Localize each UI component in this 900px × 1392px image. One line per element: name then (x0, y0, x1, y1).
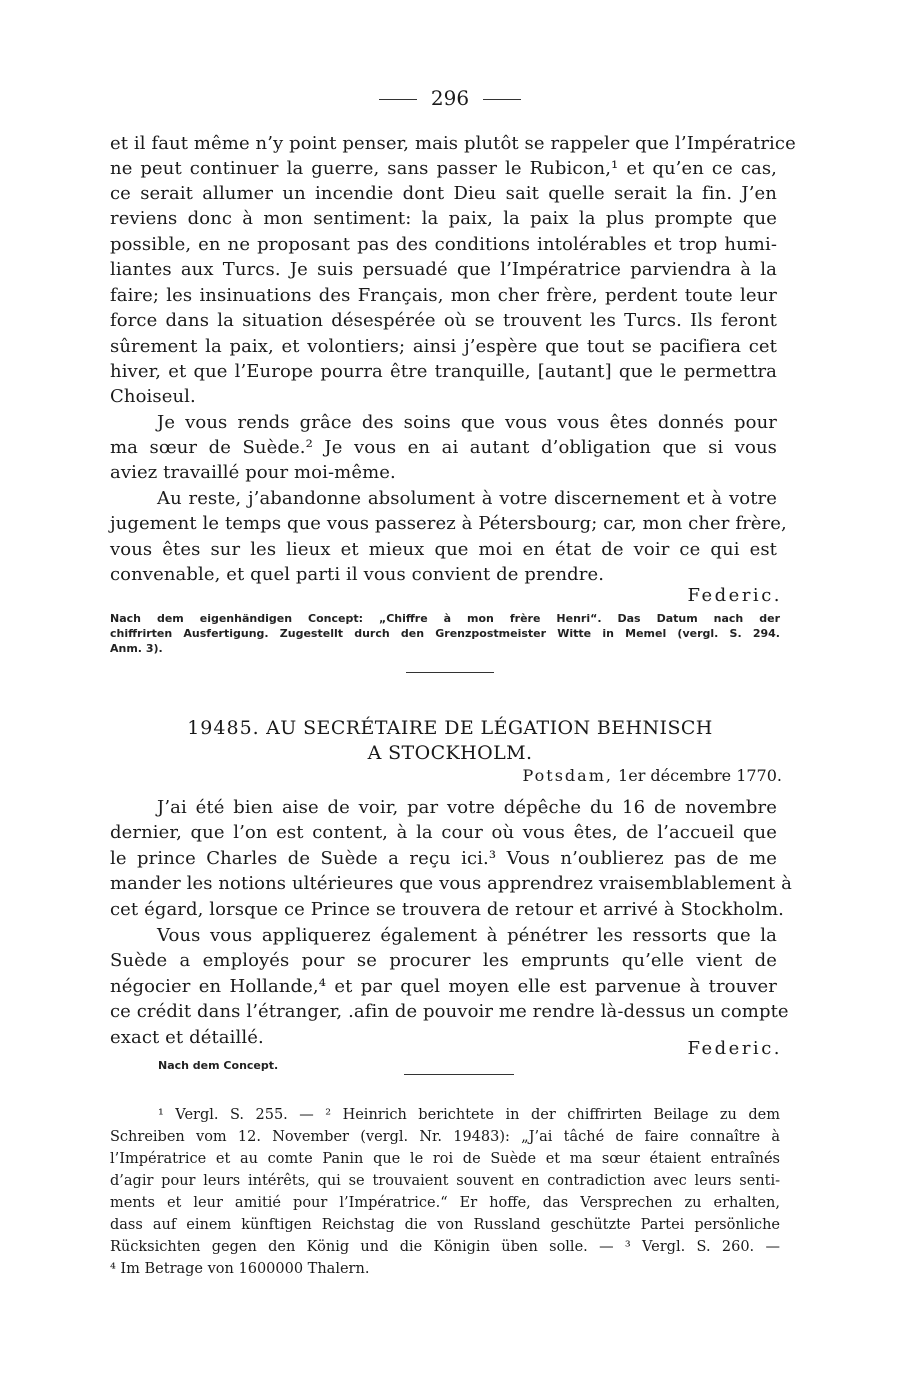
letter-title (0, 716, 900, 740)
body-line: négocier en Hollande,⁴ et par quel moyen elle est parvenue à trouver (110, 976, 777, 997)
dateline-place: Potsdam, (522, 766, 613, 785)
body-line: hiver, et que l’Europe pourra être tranquille, [autant] que le permettra (110, 361, 777, 382)
letter-title-line-2: A STOCKHOLM. (367, 742, 533, 764)
section-divider (406, 672, 494, 673)
body-line: reviens donc à mon sentiment: la paix, la paix la plus prompte que (110, 208, 777, 229)
body-line: aviez travaillé pour moi-même. (110, 462, 396, 483)
body-line: force dans la situation désespérée où se trouvent les Turcs. Ils feront (110, 310, 777, 331)
dateline-date: 1er décembre 1770. (618, 766, 782, 785)
source-note-line: Anm. 3). (110, 642, 163, 655)
footnote-line: ments et leur amitié pour l’Impératrice.“ Er hoffe, das Versprechen zu erhalten, (110, 1195, 780, 1211)
body-line: possible, en ne proposant pas des conditions intolérables et trop humi- (110, 234, 777, 255)
footnote-divider (404, 1074, 514, 1075)
source-note: Nach dem Concept. (158, 1059, 279, 1072)
body-line: exact et détaillé. (110, 1027, 264, 1048)
body-line: jugement le temps que vous passerez à Pétersbourg; car, mon cher frère, (110, 513, 787, 534)
footnote-line: dass auf einem künftigen Reichstag die von Russland geschützte Partei persönliche (110, 1217, 780, 1233)
body-line: dernier, que l’on est content, à la cour où vous êtes, de l’accueil que (110, 822, 777, 843)
body-line: Vous vous appliquerez également à pénétrer les ressorts que la (157, 925, 777, 946)
body-line: et il faut même n’y point penser, mais plutôt se rappeler que l’Impératrice (110, 133, 796, 154)
body-line: J’ai été bien aise de voir, par votre dépêche du 16 de novembre (157, 797, 777, 818)
body-line: ma sœur de Suède.² Je vous en ai autant d’obligation que si vous (110, 437, 777, 458)
body-line: cet égard, lorsque ce Prince se trouvera de retour et arrivé à Stockholm. (110, 899, 784, 920)
body-line: sûrement la paix, et volontiers; ainsi j’espère que tout se pacifiera cet (110, 336, 777, 357)
body-line: Je vous rends grâce des soins que vous vous êtes donnés pour (157, 412, 777, 433)
dateline (523, 766, 782, 785)
body-line: liantes aux Turcs. Je suis persuadé que l’Impératrice parviendra à la (110, 259, 777, 280)
body-line: mander les notions ultérieures que vous apprendrez vraisemblablement à (110, 873, 792, 894)
footnote-line: l’Impératrice et au comte Panin que le roi de Suède et ma sœur étaient entraînés (110, 1151, 780, 1167)
body-line: Au reste, j’abandonne absolument à votre discernement et à votre (157, 488, 777, 509)
footnote-line: Rücksichten gegen den König und die Königin üben solle. — ³ Vergl. S. 260. — (110, 1239, 780, 1255)
body-line: ce serait allumer un incendie dont Dieu sait quelle serait la fin. J’en (110, 183, 777, 204)
header-dash-right (483, 99, 521, 100)
page-header (0, 86, 900, 110)
body-line: convenable, et quel parti il vous convient de prendre. (110, 564, 605, 585)
body-line: faire; les insinuations des Français, mon cher frère, perdent toute leur (110, 285, 777, 306)
letter-title-line-1: AU SECRÉTAIRE DE LÉGATION BEHNISCH (266, 717, 713, 739)
body-line: ne peut continuer la guerre, sans passer le Rubicon,¹ et qu’en ce cas, (110, 158, 777, 179)
source-note-line: Nach dem eigenhändigen Concept: „Chiffre à mon frère Henri“. Das Datum nach der (110, 612, 780, 625)
body-line: ce crédit dans l’étranger, .afin de pouvoir me rendre là-dessus un compte (110, 1001, 789, 1022)
footnote-line: d’agir pour leurs intérêts, qui se trouvaient souvent en contradiction avec leurs senti- (110, 1173, 780, 1189)
page-number: 296 (430, 86, 470, 110)
footnote-line: Schreiben vom 12. November (vergl. Nr. 19483): „J’ai tâché de faire connaître à (110, 1129, 780, 1145)
letter-number: 19485. (187, 717, 260, 739)
body-line: Suède a employés pour se procurer les emprunts qu’elle vient de (110, 950, 777, 971)
footnote-line: ¹ Vergl. S. 255. — ² Heinrich berichtete in der chiffrirten Beilage zu dem (158, 1107, 780, 1123)
body-line: le prince Charles de Suède a reçu ici.³ Vous n’oublierez pas de me (110, 848, 777, 869)
body-line: Choiseul. (110, 386, 196, 407)
header-dash-left (379, 99, 417, 100)
signature: Federic. (687, 1038, 782, 1059)
source-note-line: chiffrirten Ausfertigung. Zugestellt durch den Grenzpostmeister Witte in Memel (vergl. S. 294. (110, 627, 780, 640)
footnote-line: ⁴ Im Betrage von 1600000 Thalern. (110, 1261, 370, 1277)
body-line: vous êtes sur les lieux et mieux que moi en état de voir ce qui est (110, 539, 777, 560)
signature: Federic. (687, 585, 782, 606)
